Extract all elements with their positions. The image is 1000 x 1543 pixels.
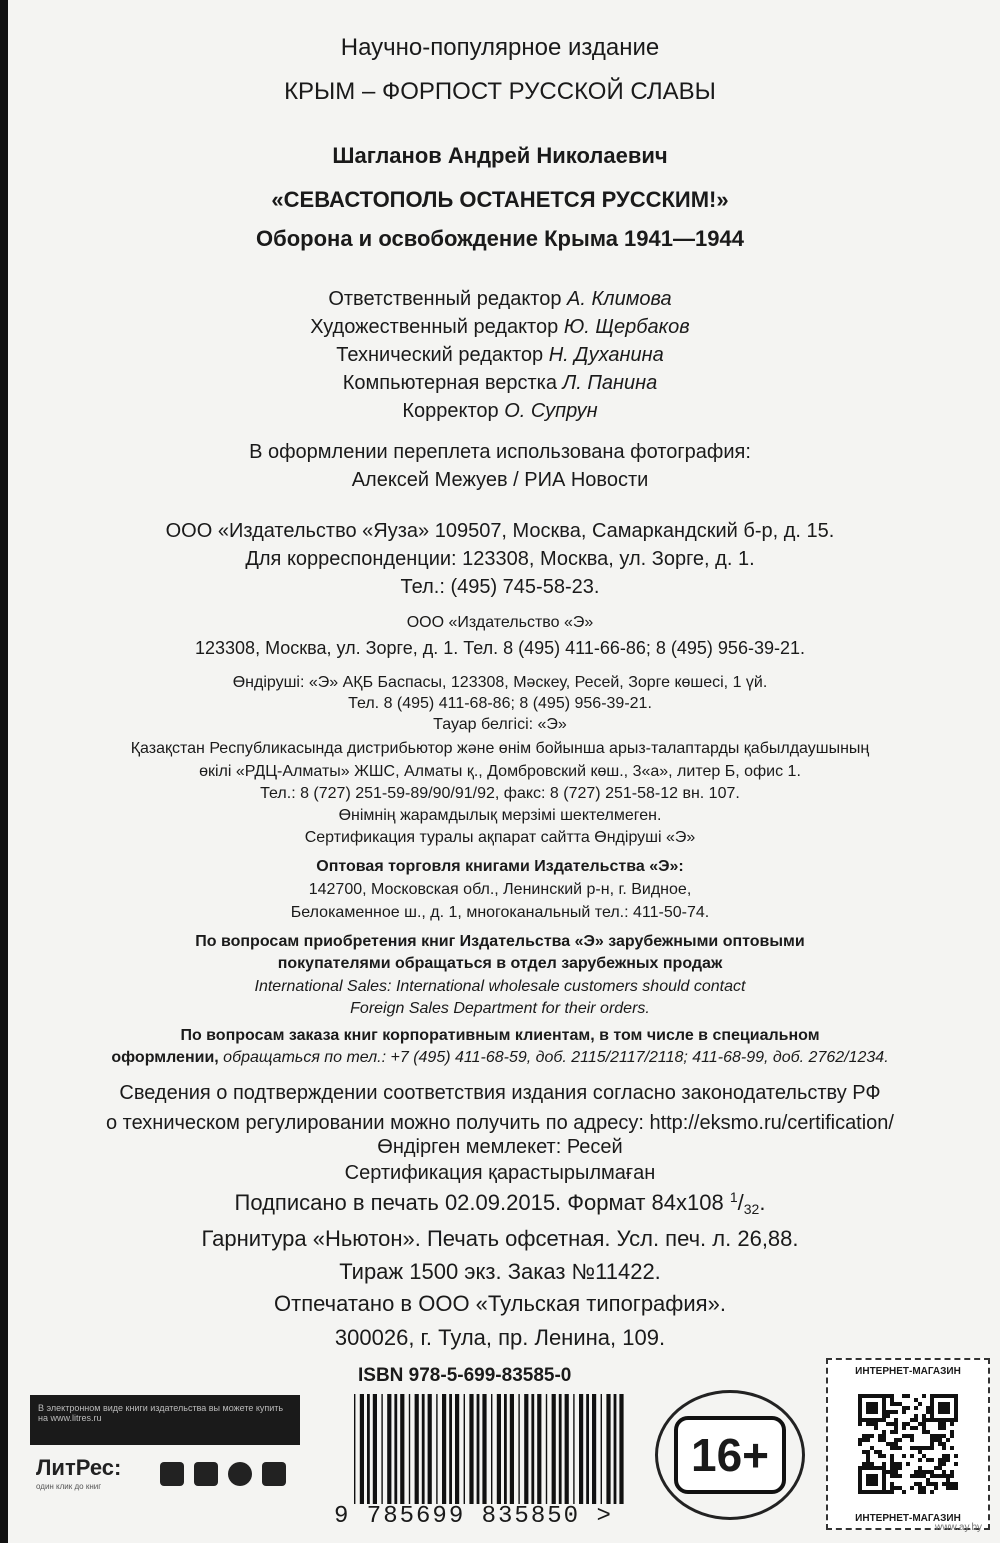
qr-label-bottom: ИНТЕРНЕТ-МАГАЗИН bbox=[855, 1513, 961, 1524]
certification-line: Сертификация қарастырылмаған bbox=[344, 1162, 656, 1184]
foreign-line: По вопросам приобретения книг Издательства «Э» зарубежными оптовыми bbox=[195, 933, 805, 950]
credit-line: Компьютерная верстка Л. Панина bbox=[342, 372, 658, 394]
kazakh-line: Тауар белгісі: «Э» bbox=[433, 716, 567, 733]
qr-box bbox=[826, 1358, 990, 1530]
cover-photo-note: В оформлении переплета использована фотография: bbox=[249, 441, 751, 463]
platform-icons bbox=[160, 1462, 286, 1486]
age-rating-seal bbox=[655, 1390, 805, 1520]
barcode bbox=[350, 1394, 630, 1504]
corporate-line: оформлении, обращаться по тел.: +7 (495) 411-68-59, доб. 2115/2117/2118; 411-68-99, доб. 2762/1234. bbox=[111, 1049, 889, 1066]
age-rating-badge: 16+ bbox=[674, 1416, 786, 1494]
kazakh-line: Өндіруші: «Э» АҚБ Баспасы, 123308, Мәскеу, Ресей, Зорге көшесі, 1 үй. bbox=[232, 674, 768, 691]
kazakh-line: Сертификация туралы ақпарат сайтта Өндіруші «Э» bbox=[304, 829, 696, 846]
publisher-line: Тел.: (495) 745-58-23. bbox=[400, 576, 600, 598]
litres-logo: ЛитРес: bbox=[36, 1455, 122, 1480]
certification-line: Өндірген мемлекет: Ресей bbox=[377, 1136, 623, 1158]
barcode-digits: 9 785699 835850 > bbox=[334, 1503, 613, 1530]
chrome-icon bbox=[228, 1462, 252, 1486]
signed-format: Подписано в печать 02.09.2015. Формат 84x108 $^1$/32. bbox=[234, 1189, 766, 1217]
credit-line: Ответственный редактор А. Климова bbox=[328, 288, 672, 310]
author: Шагланов Андрей Николаевич bbox=[332, 143, 668, 168]
kazakh-line: Өнімнің жарамдылық мерзімі шектелмеген. bbox=[338, 807, 662, 824]
apple-icon bbox=[160, 1462, 184, 1486]
windows-icon bbox=[262, 1462, 286, 1486]
credit-line: Корректор О. Супрун bbox=[402, 400, 598, 422]
series-title: КРЫМ – ФОРПОСТ РУССКОЙ СЛАВЫ bbox=[284, 78, 716, 105]
credit-line: Технический редактор Н. Духанина bbox=[336, 344, 664, 366]
wholesale-line: 142700, Московская обл., Ленинский р-н, г. Видное, bbox=[308, 881, 692, 898]
book-title: «СЕВАСТОПОЛЬ ОСТАНЕТСЯ РУССКИМ!» bbox=[271, 187, 729, 212]
foreign-line-en: Foreign Sales Department for their orders. bbox=[350, 1000, 650, 1017]
certification-line: о техническом регулировании можно получить по адресу: http://eksmo.ru/certification/ bbox=[106, 1112, 894, 1134]
printed-by: Отпечатано в ООО «Тульская типография». bbox=[274, 1291, 726, 1316]
qr-label-top: ИНТЕРНЕТ-МАГАЗИН bbox=[855, 1366, 961, 1377]
litres-panel: В электронном виде книги издательства вы можете купить на www.litres.ru bbox=[30, 1395, 300, 1445]
eksmo-address: 123308, Москва, ул. Зорге, д. 1. Тел. 8 (495) 411-66-86; 8 (495) 956-39-21. bbox=[195, 638, 805, 658]
android-icon bbox=[194, 1462, 218, 1486]
eksmo-name: ООО «Издательство «Э» bbox=[406, 614, 594, 631]
publisher-line: ООО «Издательство «Яуза» 109507, Москва, Самаркандский б-р, д. 15. bbox=[165, 520, 835, 542]
wholesale-title: Оптовая торговля книгами Издательства «Э»: bbox=[316, 858, 684, 875]
kazakh-line: Тел.: 8 (727) 251-59-89/90/91/92, факс: 8 (727) 251-58-12 вн. 107. bbox=[260, 785, 740, 802]
certification-line: Сведения о подтверждении соответствия издания согласно законодательству РФ bbox=[119, 1082, 881, 1104]
printer-address: 300026, г. Тула, пр. Ленина, 109. bbox=[334, 1325, 666, 1350]
kazakh-line: өкілі «РДЦ-Алматы» ЖШС, Алматы қ., Домбровский көш., 3«а», литер Б, офис 1. bbox=[199, 763, 801, 780]
wholesale-line: Белокаменное ш., д. 1, многоканальный тел.: 411-50-74. bbox=[290, 904, 710, 921]
watermark: www.ay.by bbox=[935, 1522, 983, 1533]
edition-type: Научно-популярное издание bbox=[340, 34, 660, 61]
print-run: Тираж 1500 экз. Заказ №11422. bbox=[339, 1259, 661, 1284]
foreign-line: покупателями обращаться в отдел зарубежных продаж bbox=[277, 955, 723, 972]
qr-code bbox=[858, 1388, 958, 1500]
book-subtitle: Оборона и освобождение Крыма 1941—1944 bbox=[256, 226, 744, 251]
kazakh-line: Қазақстан Республикасында дистрибьютор және өнім бойынша арыз-талаптарды қабылдаушының bbox=[130, 740, 870, 757]
corporate-line: По вопросам заказа книг корпоративным клиентам, в том числе в специальном bbox=[180, 1027, 820, 1044]
typeface-line: Гарнитура «Ньютон». Печать офсетная. Усл. печ. л. 26,88. bbox=[201, 1226, 799, 1251]
cover-photo-credit: Алексей Межуев / РИА Новости bbox=[351, 469, 649, 491]
publisher-line: Для корреспонденции: 123308, Москва, ул. Зорге, д. 1. bbox=[245, 548, 755, 570]
litres-tagline: один клик до книг bbox=[36, 1482, 102, 1491]
foreign-line-en: International Sales: International wholesale customers should contact bbox=[254, 978, 746, 995]
kazakh-line: Тел. 8 (495) 411-68-86; 8 (495) 956-39-21. bbox=[348, 695, 652, 712]
isbn: ISBN 978-5-699-83585-0 bbox=[358, 1365, 572, 1386]
credit-line: Художественный редактор Ю. Щербаков bbox=[310, 316, 690, 338]
